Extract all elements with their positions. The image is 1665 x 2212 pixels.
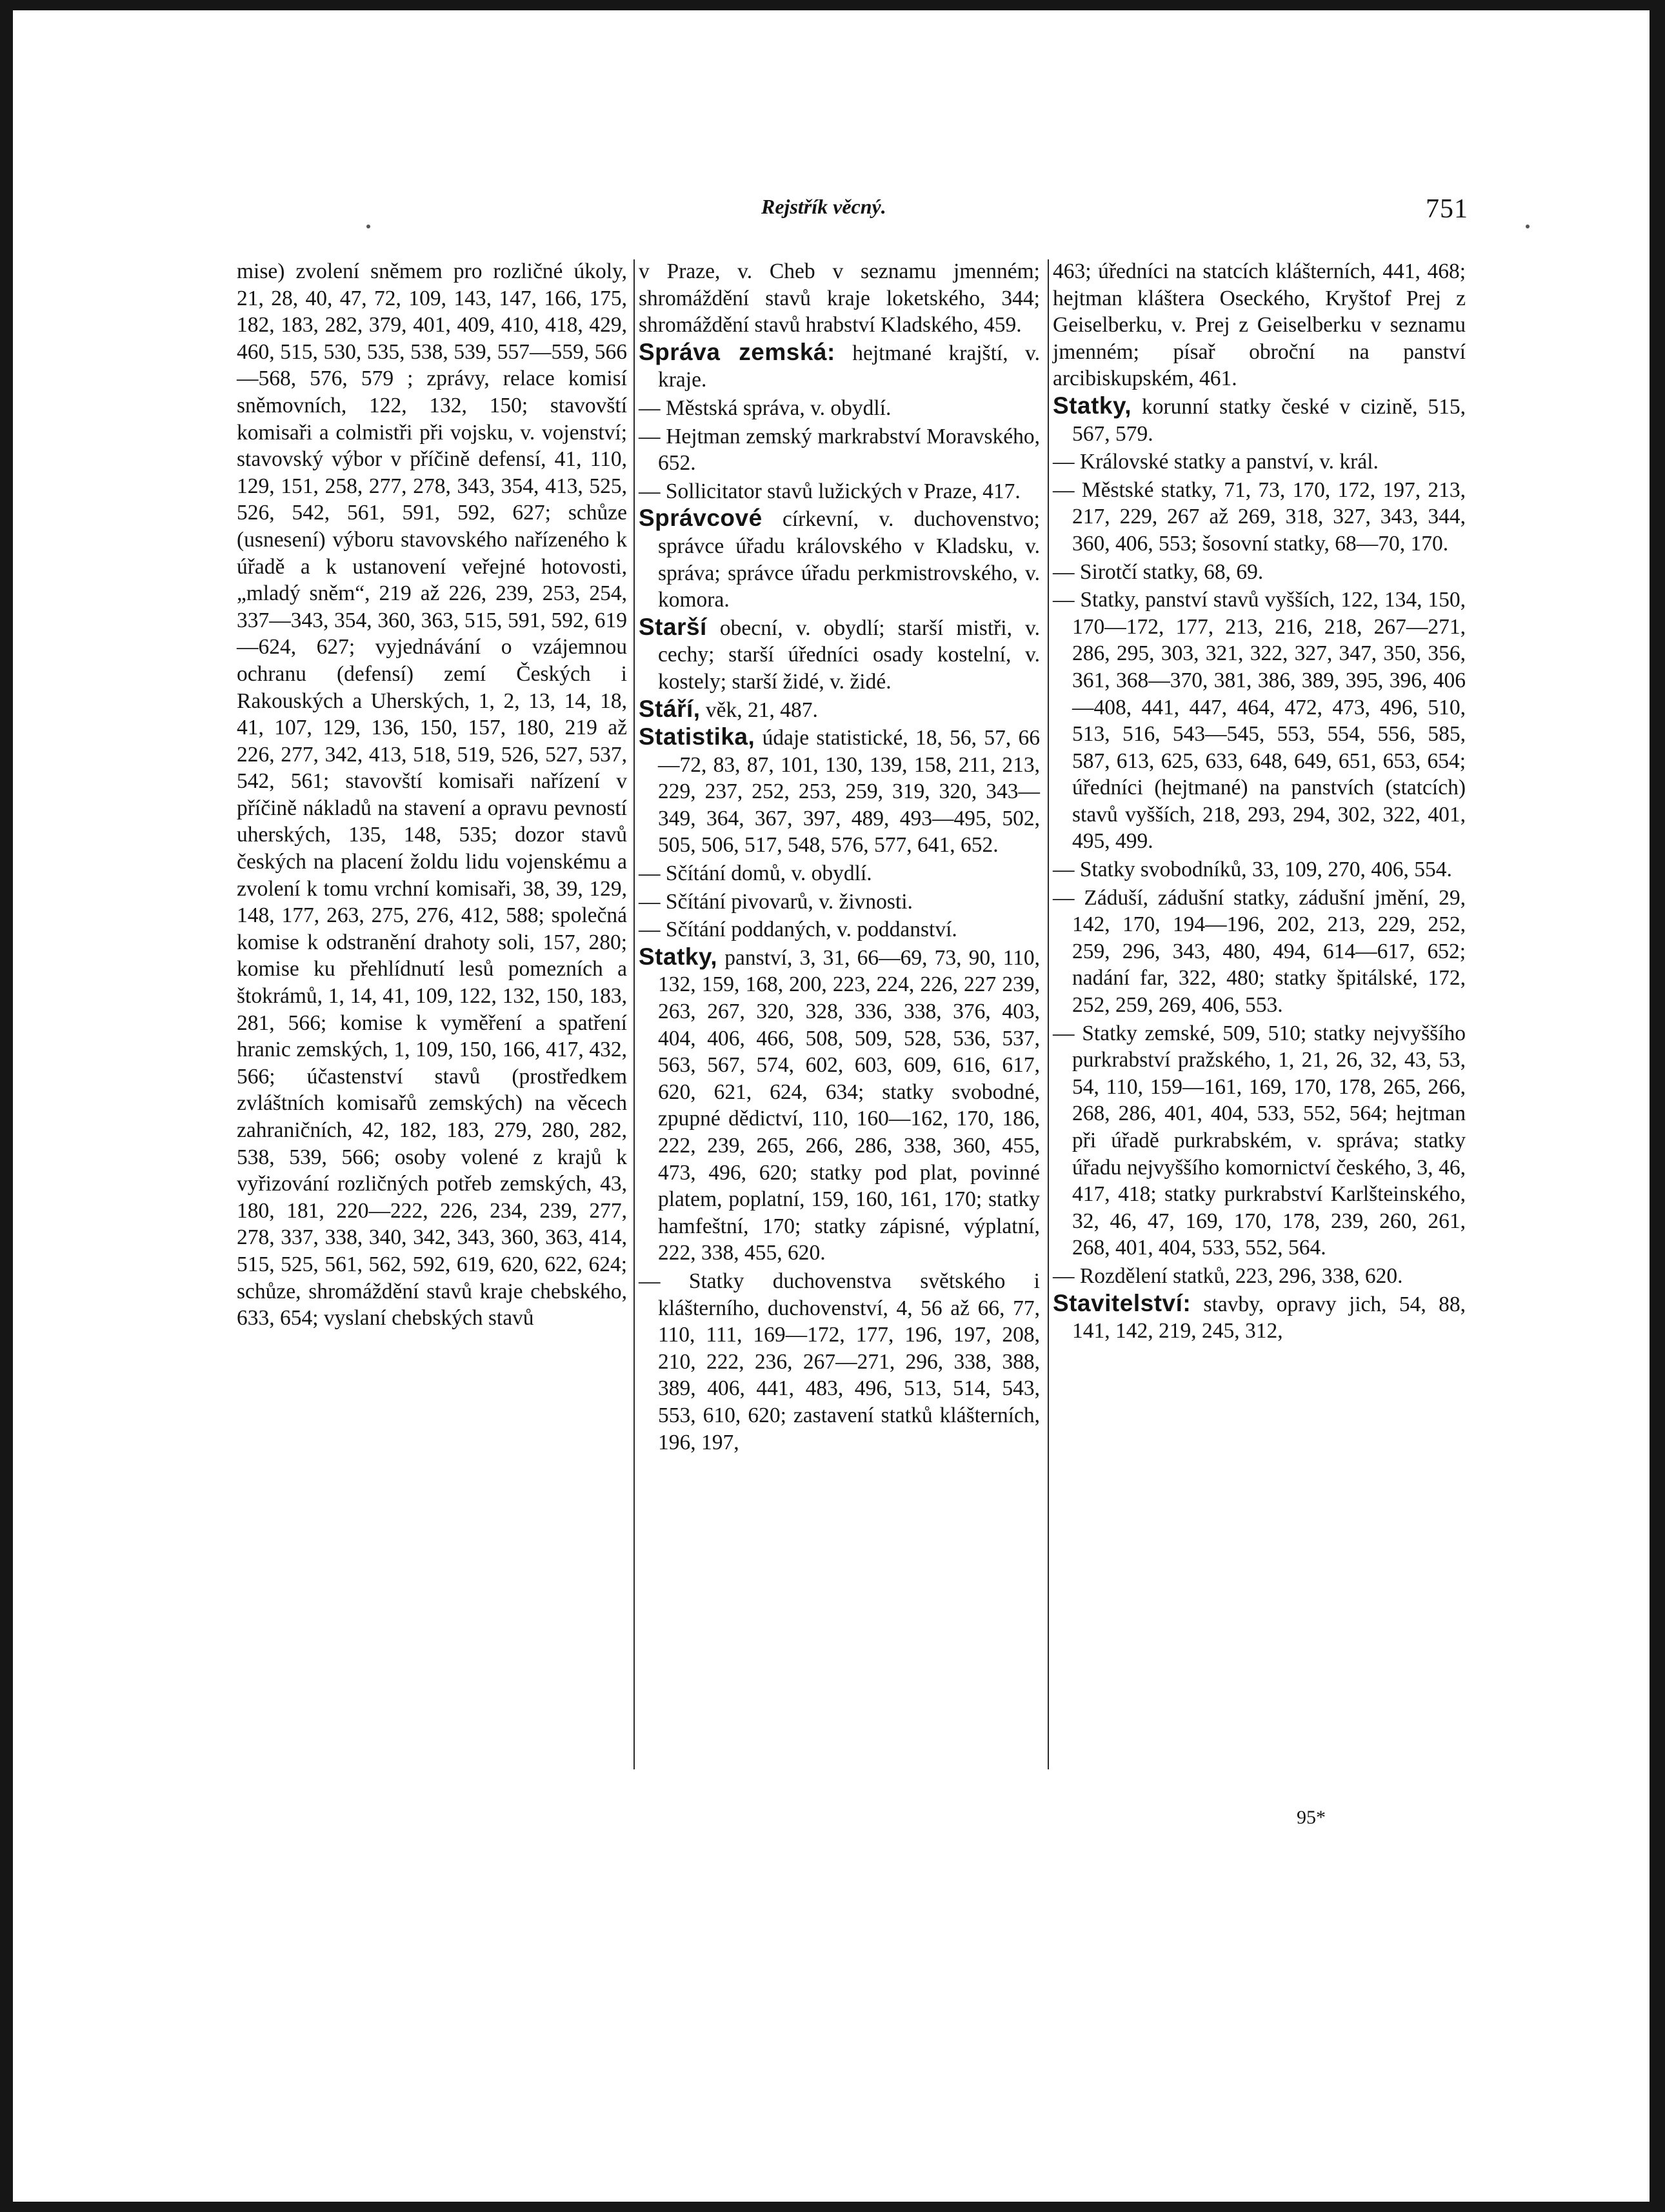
index-column-3	[1053, 257, 1466, 1345]
index-headword: Starší	[639, 613, 707, 640]
index-entry	[639, 339, 1040, 394]
index-entry	[1053, 1019, 1466, 1262]
scan-speck	[1526, 225, 1530, 228]
index-entry	[639, 1267, 1040, 1456]
index-text: panství, 3, 31, 66—69, 73, 90, 110, 132, 159, 168, 200, 223, 224, 226, 227 239, 263, 267, 320, 328, 336, 338, 376, 403, 404, 406, 466, 508, 509, 528, 536, 537, 563, 567, 574, 602, 603, 609, 616, 617, 620, 621, 624, 634; statky svobodné, zpupné dědictví, 110, 160—162, 170, 186, 222, 239, 265, 266, 286, 338, 360, 455, 473, 496, 620; statky pod plat, povinné platem, poplatní, 159, 160, 161, 170; statky hamfeštní, 170; statky zápisné, výplatní, 222, 338, 455, 620.	[658, 945, 1040, 1265]
index-entry	[639, 505, 1040, 613]
scan-border-left	[0, 0, 13, 2212]
index-entry	[639, 887, 1040, 916]
index-entry	[1053, 1290, 1466, 1345]
index-entry	[639, 915, 1040, 943]
index-entry	[639, 943, 1040, 1267]
index-entry	[639, 723, 1040, 859]
index-text: — Městská správa, v. obydlí.	[639, 396, 892, 420]
index-entry	[1053, 1262, 1466, 1290]
index-text: stavby, opravy jich, 54, 88, 141, 142, 219, 245, 312,	[1072, 1292, 1466, 1343]
index-entry	[1053, 855, 1466, 883]
index-entry	[1053, 883, 1466, 1019]
index-column-1	[237, 257, 627, 1332]
index-text: obecní, v. obydlí; starší mistři, v. cechy; starší úředníci osady kostelní, v. kostely; starší židé, v. židé.	[658, 616, 1040, 694]
index-entry	[1053, 558, 1466, 586]
index-entry	[639, 696, 1040, 724]
index-text: věk, 21, 487.	[700, 698, 818, 722]
index-text: církevní, v. duchovenstvo; správce úřadu královského v Kladsku, v. správa; správce úřadu perkmistrovského, v. komora.	[658, 507, 1040, 612]
index-column-2	[639, 257, 1040, 1456]
index-text: — Sirotčí statky, 68, 69.	[1053, 559, 1264, 584]
printer-signature: 95*	[1297, 1807, 1326, 1828]
index-text: — Statky svobodníků, 33, 109, 270, 406, 554.	[1053, 858, 1452, 882]
scan-speck	[366, 225, 370, 228]
index-headword: Statistika,	[639, 723, 755, 750]
index-entry	[639, 394, 1040, 422]
index-text: — Statky zemské, 509, 510; statky nejvyššího purkrabství pražského, 1, 21, 26, 32, 43, 53, 54, 110, 159—161, 169, 170, 178, 265, 266, 268, 286, 401, 404, 533, 552, 564; hejtman při úřadě purkrabském, v. správa; statky úřadu nejvyššího komornictví českého, 3, 46, 417, 418; statky purkrabství Karlšteinského, 32, 46, 47, 169, 170, 178, 239, 260, 261, 268, 401, 404, 533, 552, 564.	[1053, 1021, 1466, 1260]
index-paragraph	[639, 257, 1040, 339]
index-headword: Statky,	[1053, 392, 1132, 419]
page-number: 751	[1426, 194, 1468, 224]
index-text: — Královské statky a panství, v. král.	[1053, 450, 1379, 474]
index-entry	[1053, 392, 1466, 447]
column-divider	[1048, 259, 1049, 1769]
index-headword: Správcové	[639, 505, 763, 532]
index-headword: Stavitelství:	[1053, 1289, 1191, 1316]
index-entry	[639, 614, 1040, 696]
index-text: — Rozdělení statků, 223, 296, 338, 620.	[1053, 1263, 1403, 1288]
index-text: mise) zvolení sněmem pro rozličné úkoly, 21, 28, 40, 47, 72, 109, 143, 147, 166, 175, 182, 183, 282, 379, 401, 409, 410, 418, 429, 460, 515, 530, 535, 538, 539, 557—559, 566—568, 576, 579 ; zprávy, relace komisí sněmovních, 122, 132, 150; stavovští komisaři a colmistři při vojsku, v. vojenství; stavovský výbor v příčině defensí, 41, 110, 129, 151, 258, 277, 278, 343, 354, 413, 525, 526, 542, 561, 591, 592, 627; schůze (usnesení) výboru stavovského nařízeného k úřadě a k ustanovení veřejné hotovosti, „mladý sněm“, 219 až 226, 239, 253, 254, 337—343, 354, 360, 363, 515, 591, 592, 619—624, 627; vyjednávání o vzájemnou ochranu (defensí) zemí Českých i Rakouských a Uherských, 1, 2, 13, 14, 18, 41, 107, 129, 136, 150, 157, 180, 219 až 226, 277, 342, 413, 518, 519, 526, 527, 537, 542, 561; stavovští komisaři nařízení v příčině nákladů na stavení a opravu pevností uherských, 135, 148, 535; dozor stavů českých na placení žoldu lidu vojenskému a zvolení k tomu vrchní komisaři, 38, 39, 129, 148, 177, 263, 275, 276, 412, 588; společná komise k odstranění drahoty soli, 157, 280; komise ku přehlídnutí lesů pomezních a štokrámů, 1, 14, 41, 109, 122, 132, 150, 183, 281, 566; komise k vyměření a spatření hranic zemských, 1, 109, 150, 166, 417, 432, 566; účastenství stavů (prostředkem zvláštních komisařů zemských) na věcech zahraničních, 42, 182, 183, 279, 280, 282, 538, 539, 566; osoby volené z krajů k vyřizování rozličných potřeb zemských, 43, 180, 181, 220—222, 226, 234, 239, 277, 278, 337, 338, 340, 342, 343, 360, 363, 414, 515, 525, 561, 562, 592, 619, 620, 622, 624; schůze, shromáždění stavů kraje chebského, 633, 654; vyslaní chebských stavů	[237, 259, 627, 1331]
index-entry	[1053, 585, 1466, 855]
scan-border-bottom	[0, 2202, 1665, 2212]
index-text: — Hejtman zemský markrabství Moravského, 652.	[639, 424, 1040, 476]
index-text: v Praze, v. Cheb v seznamu jmenném; shromáždění stavů kraje loketského, 344; shromáždění stavů hrabství Kladského, 459.	[639, 259, 1040, 337]
index-text: údaje statistické, 18, 56, 57, 66—72, 83, 87, 101, 130, 139, 158, 211, 213, 229, 237, 252, 253, 259, 319, 320, 343—349, 364, 367, 397, 489, 493—495, 502, 505, 506, 517, 548, 576, 577, 641, 652.	[658, 726, 1040, 858]
index-text: — Statky, panství stavů vyšších, 122, 134, 150, 170—172, 177, 213, 216, 218, 267—271, 286, 295, 303, 321, 322, 327, 347, 350, 356, 361, 368—370, 381, 386, 389, 395, 396, 406—408, 441, 447, 464, 472, 473, 496, 510, 513, 516, 543—545, 553, 554, 556, 585, 587, 613, 625, 633, 648, 649, 651, 653, 654; úředníci (hejtmané) na panstvích (statcích) stavů vyšších, 218, 293, 294, 302, 322, 401, 495, 499.	[1053, 588, 1466, 854]
index-text: korunní statky české v cizině, 515, 567, 579.	[1072, 394, 1466, 446]
index-text: — Sčítání domů, v. obydlí.	[639, 861, 872, 886]
scan-border-right	[1650, 0, 1665, 2212]
index-text: hejtmané krajští, v. kraje.	[658, 341, 1040, 392]
index-entry	[639, 422, 1040, 477]
index-text: — Sčítání poddaných, v. poddanství.	[639, 918, 957, 942]
column-divider	[633, 259, 635, 1769]
index-entry	[639, 477, 1040, 505]
index-paragraph	[1053, 257, 1466, 392]
index-headword: Stáří,	[639, 695, 701, 722]
index-entry	[639, 859, 1040, 887]
running-head: Rejstřík věcný.	[761, 195, 886, 218]
index-entry	[1053, 447, 1466, 476]
index-headword: Správa zemská:	[639, 338, 835, 365]
index-headword: Statky,	[639, 943, 718, 970]
index-entry	[1053, 476, 1466, 558]
scan-border-top	[0, 0, 1665, 10]
index-text: — Městské statky, 71, 73, 170, 172, 197, 213, 217, 229, 267 až 269, 318, 327, 343, 344, 360, 406, 553; šosovní statky, 68—70, 170.	[1053, 478, 1466, 556]
index-text: — Sčítání pivovarů, v. živnosti.	[639, 889, 913, 914]
index-text: — Sollicitator stavů lužických v Praze, 417.	[639, 479, 1021, 503]
index-text: 463; úředníci na statcích klášterních, 441, 468; hejtman kláštera Oseckého, Kryštof Prej z Geiselberku, v. Prej z Geiselberku v seznamu jmenném; písař obroční na panství arcibiskupském, 461.	[1053, 259, 1466, 391]
index-text: — Záduší, zádušní statky, zádušní jmění, 29, 142, 170, 194—196, 202, 213, 229, 252, 259, 296, 343, 480, 494, 614—617, 652; nadání far, 322, 480; statky špitálské, 172, 252, 259, 269, 406, 553.	[1053, 885, 1466, 1018]
index-paragraph	[237, 257, 627, 1332]
index-text: — Statky duchovenstva světského i klášterního, duchovenství, 4, 56 až 66, 77, 110, 111, 169—172, 177, 196, 197, 208, 210, 222, 236, 267—271, 296, 338, 388, 389, 406, 441, 483, 496, 513, 514, 543, 553, 610, 620; zastavení statků klášterních, 196, 197,	[639, 1269, 1040, 1454]
